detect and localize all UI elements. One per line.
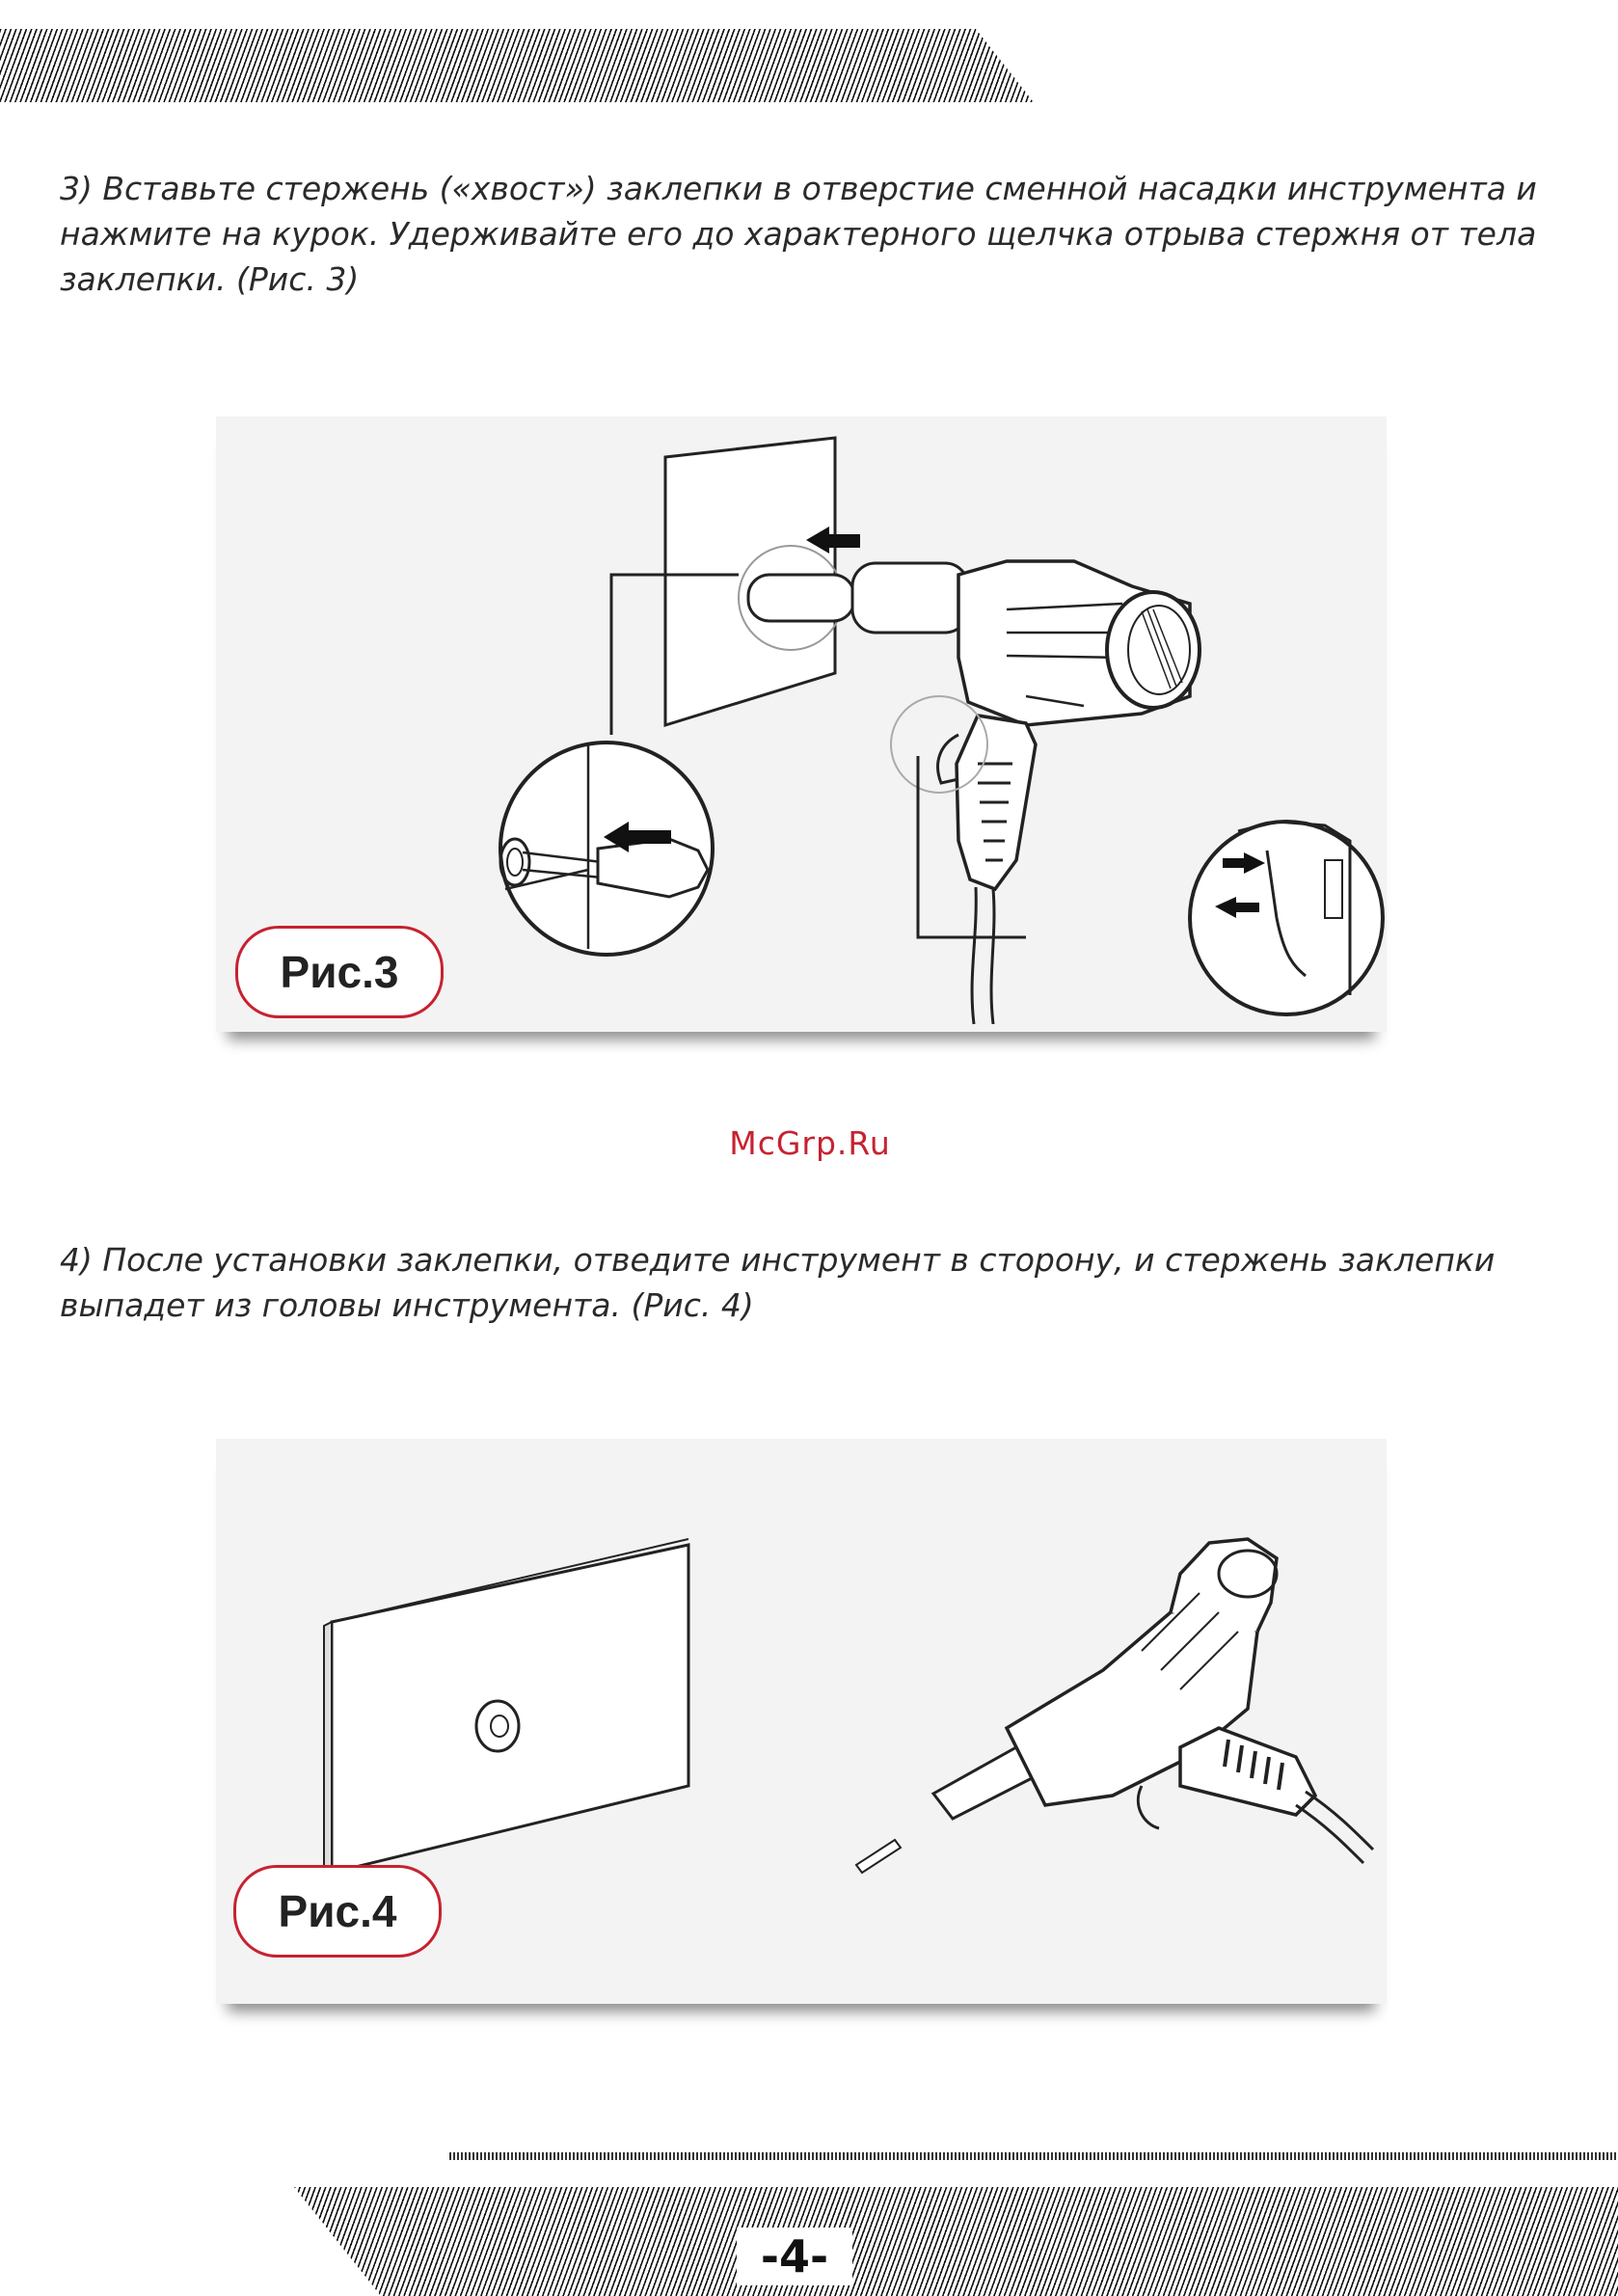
figure-3-label: Рис.3 bbox=[235, 926, 444, 1018]
trigger-zoom-circle bbox=[1190, 822, 1383, 1014]
installed-rivet bbox=[476, 1701, 519, 1751]
tool-nozzle bbox=[748, 575, 854, 621]
watermark: McGrp.Ru bbox=[729, 1124, 891, 1162]
footer-dotted-rule bbox=[449, 2152, 1618, 2160]
header-hatch-stripe bbox=[0, 29, 1034, 102]
figure-4-illustration bbox=[216, 1439, 1387, 2004]
figure-4-label: Рис.4 bbox=[233, 1865, 442, 1958]
step-4-instruction: 4) После установки заклепки, отведите инструмент в сторону, и стержень заклепки выпадет из головы инструмента. (Рис. 4) bbox=[60, 1241, 1496, 1324]
figure-3-illustration bbox=[216, 417, 1387, 1032]
power-cord bbox=[972, 887, 994, 1024]
tool-handle bbox=[1180, 1728, 1315, 1815]
page-number: -4- bbox=[737, 2228, 852, 2285]
tool-trigger bbox=[1138, 1786, 1159, 1828]
rivet-stem bbox=[856, 1840, 901, 1873]
step-3-instruction: 3) Вставьте стержень («хвост») заклепки в отверстие сменной насадки инструмента и нажмите на курок. Удерживайте его до характерного щелчка отрыва стержня от тела заклепки. (Рис. 3) bbox=[60, 170, 1537, 298]
footer-hatch-stripe bbox=[294, 2187, 1618, 2296]
